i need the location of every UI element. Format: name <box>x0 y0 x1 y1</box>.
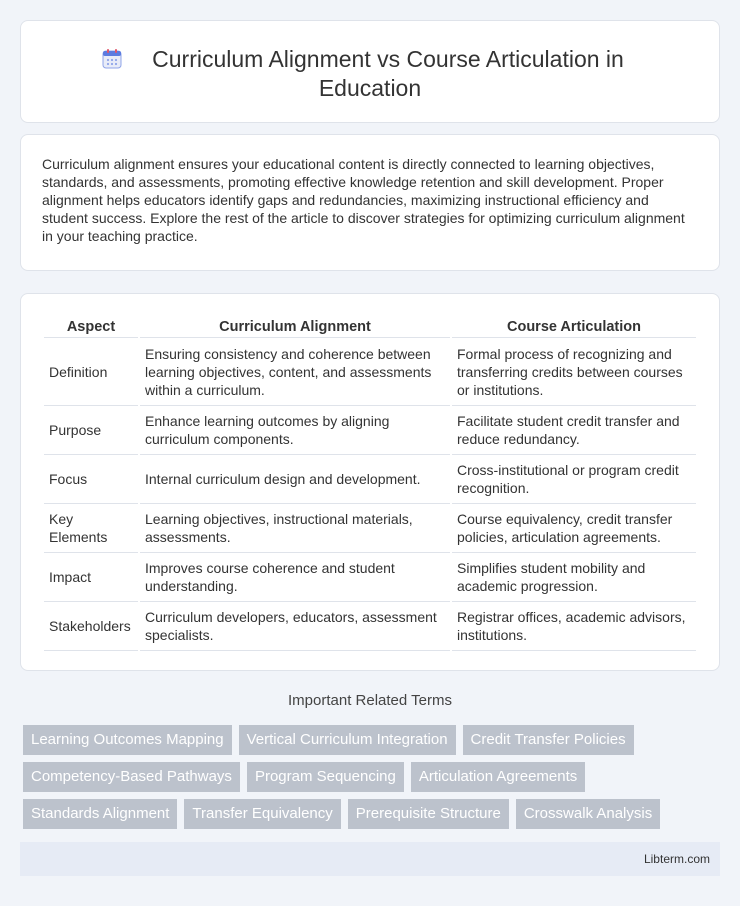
related-term-tag[interactable]: Learning Outcomes Mapping <box>23 725 232 755</box>
page-title <box>21 45 719 103</box>
table-row <box>44 504 696 553</box>
related-term-tag[interactable]: Vertical Curriculum Integration <box>239 725 456 755</box>
table-row <box>44 553 696 602</box>
related-terms-title: Important Related Terms <box>288 692 452 709</box>
footer <box>20 842 720 876</box>
table-row <box>44 602 696 651</box>
row-course-articulation: Simplifies student mobility and academic progression. <box>452 553 696 602</box>
row-course-articulation: Course equivalency, credit transfer policies, articulation agreements. <box>452 504 696 553</box>
page-title-line-1: Curriculum Alignment vs Course Articulation in <box>152 46 624 72</box>
related-term-tag[interactable]: Crosswalk Analysis <box>516 799 660 829</box>
row-course-articulation: Formal process of recognizing and transferring credits between courses or institutions. <box>452 338 696 406</box>
row-curriculum-alignment: Internal curriculum design and development. <box>140 455 450 504</box>
row-curriculum-alignment: Enhance learning outcomes by aligning curriculum components. <box>140 406 450 455</box>
tag-row <box>23 725 713 755</box>
footer-brand[interactable]: Libterm.com <box>643 852 710 866</box>
row-curriculum-alignment: Ensuring consistency and coherence between learning objectives, content, and assessments within a curriculum. <box>140 338 450 406</box>
intro-card <box>20 134 720 271</box>
row-curriculum-alignment: Curriculum developers, educators, assessment specialists. <box>140 602 450 651</box>
header-card <box>20 20 720 123</box>
table-row <box>44 406 696 455</box>
comparison-table-card <box>20 293 720 671</box>
tag-row <box>23 799 713 829</box>
row-course-articulation: Cross-institutional or program credit recognition. <box>452 455 696 504</box>
row-aspect: Purpose <box>44 406 138 455</box>
related-term-tag[interactable]: Competency-Based Pathways <box>23 762 240 792</box>
row-aspect: Focus <box>44 455 138 504</box>
related-term-tag[interactable]: Transfer Equivalency <box>184 799 340 829</box>
table-row <box>44 338 696 406</box>
row-curriculum-alignment: Learning objectives, instructional materials, assessments. <box>140 504 450 553</box>
related-term-tag[interactable]: Standards Alignment <box>23 799 177 829</box>
related-term-tag[interactable]: Prerequisite Structure <box>348 799 509 829</box>
row-aspect: Stakeholders <box>44 602 138 651</box>
row-curriculum-alignment: Improves course coherence and student understanding. <box>140 553 450 602</box>
row-aspect: Key Elements <box>44 504 138 553</box>
table-row <box>44 455 696 504</box>
header-aspect: Aspect <box>44 316 138 338</box>
header-curriculum-alignment: Curriculum Alignment <box>140 316 450 338</box>
table-header-row <box>44 316 696 338</box>
tag-row <box>23 762 713 792</box>
header-course-articulation: Course Articulation <box>452 316 696 338</box>
related-terms-list <box>23 725 713 836</box>
page-title-line-2: Education <box>318 75 422 101</box>
related-term-tag[interactable]: Program Sequencing <box>247 762 404 792</box>
row-aspect: Definition <box>44 338 138 406</box>
row-course-articulation: Facilitate student credit transfer and reduce redundancy. <box>452 406 696 455</box>
related-term-tag[interactable]: Articulation Agreements <box>411 762 585 792</box>
row-aspect: Impact <box>44 553 138 602</box>
related-term-tag[interactable]: Credit Transfer Policies <box>463 725 634 755</box>
comparison-table <box>42 316 698 651</box>
intro-paragraph: Curriculum alignment ensures your educational content is directly connected to learning objectives, standards, and assessments, promoting effective knowledge retention and skill development. Proper alignment helps educators identify gaps and redundancies, maximizing instructional efficiency and student success. Explore the rest of the article to discover strategies for optimizing curriculum alignment in your teaching practice. <box>42 156 685 244</box>
row-course-articulation: Registrar offices, academic advisors, institutions. <box>452 602 696 651</box>
